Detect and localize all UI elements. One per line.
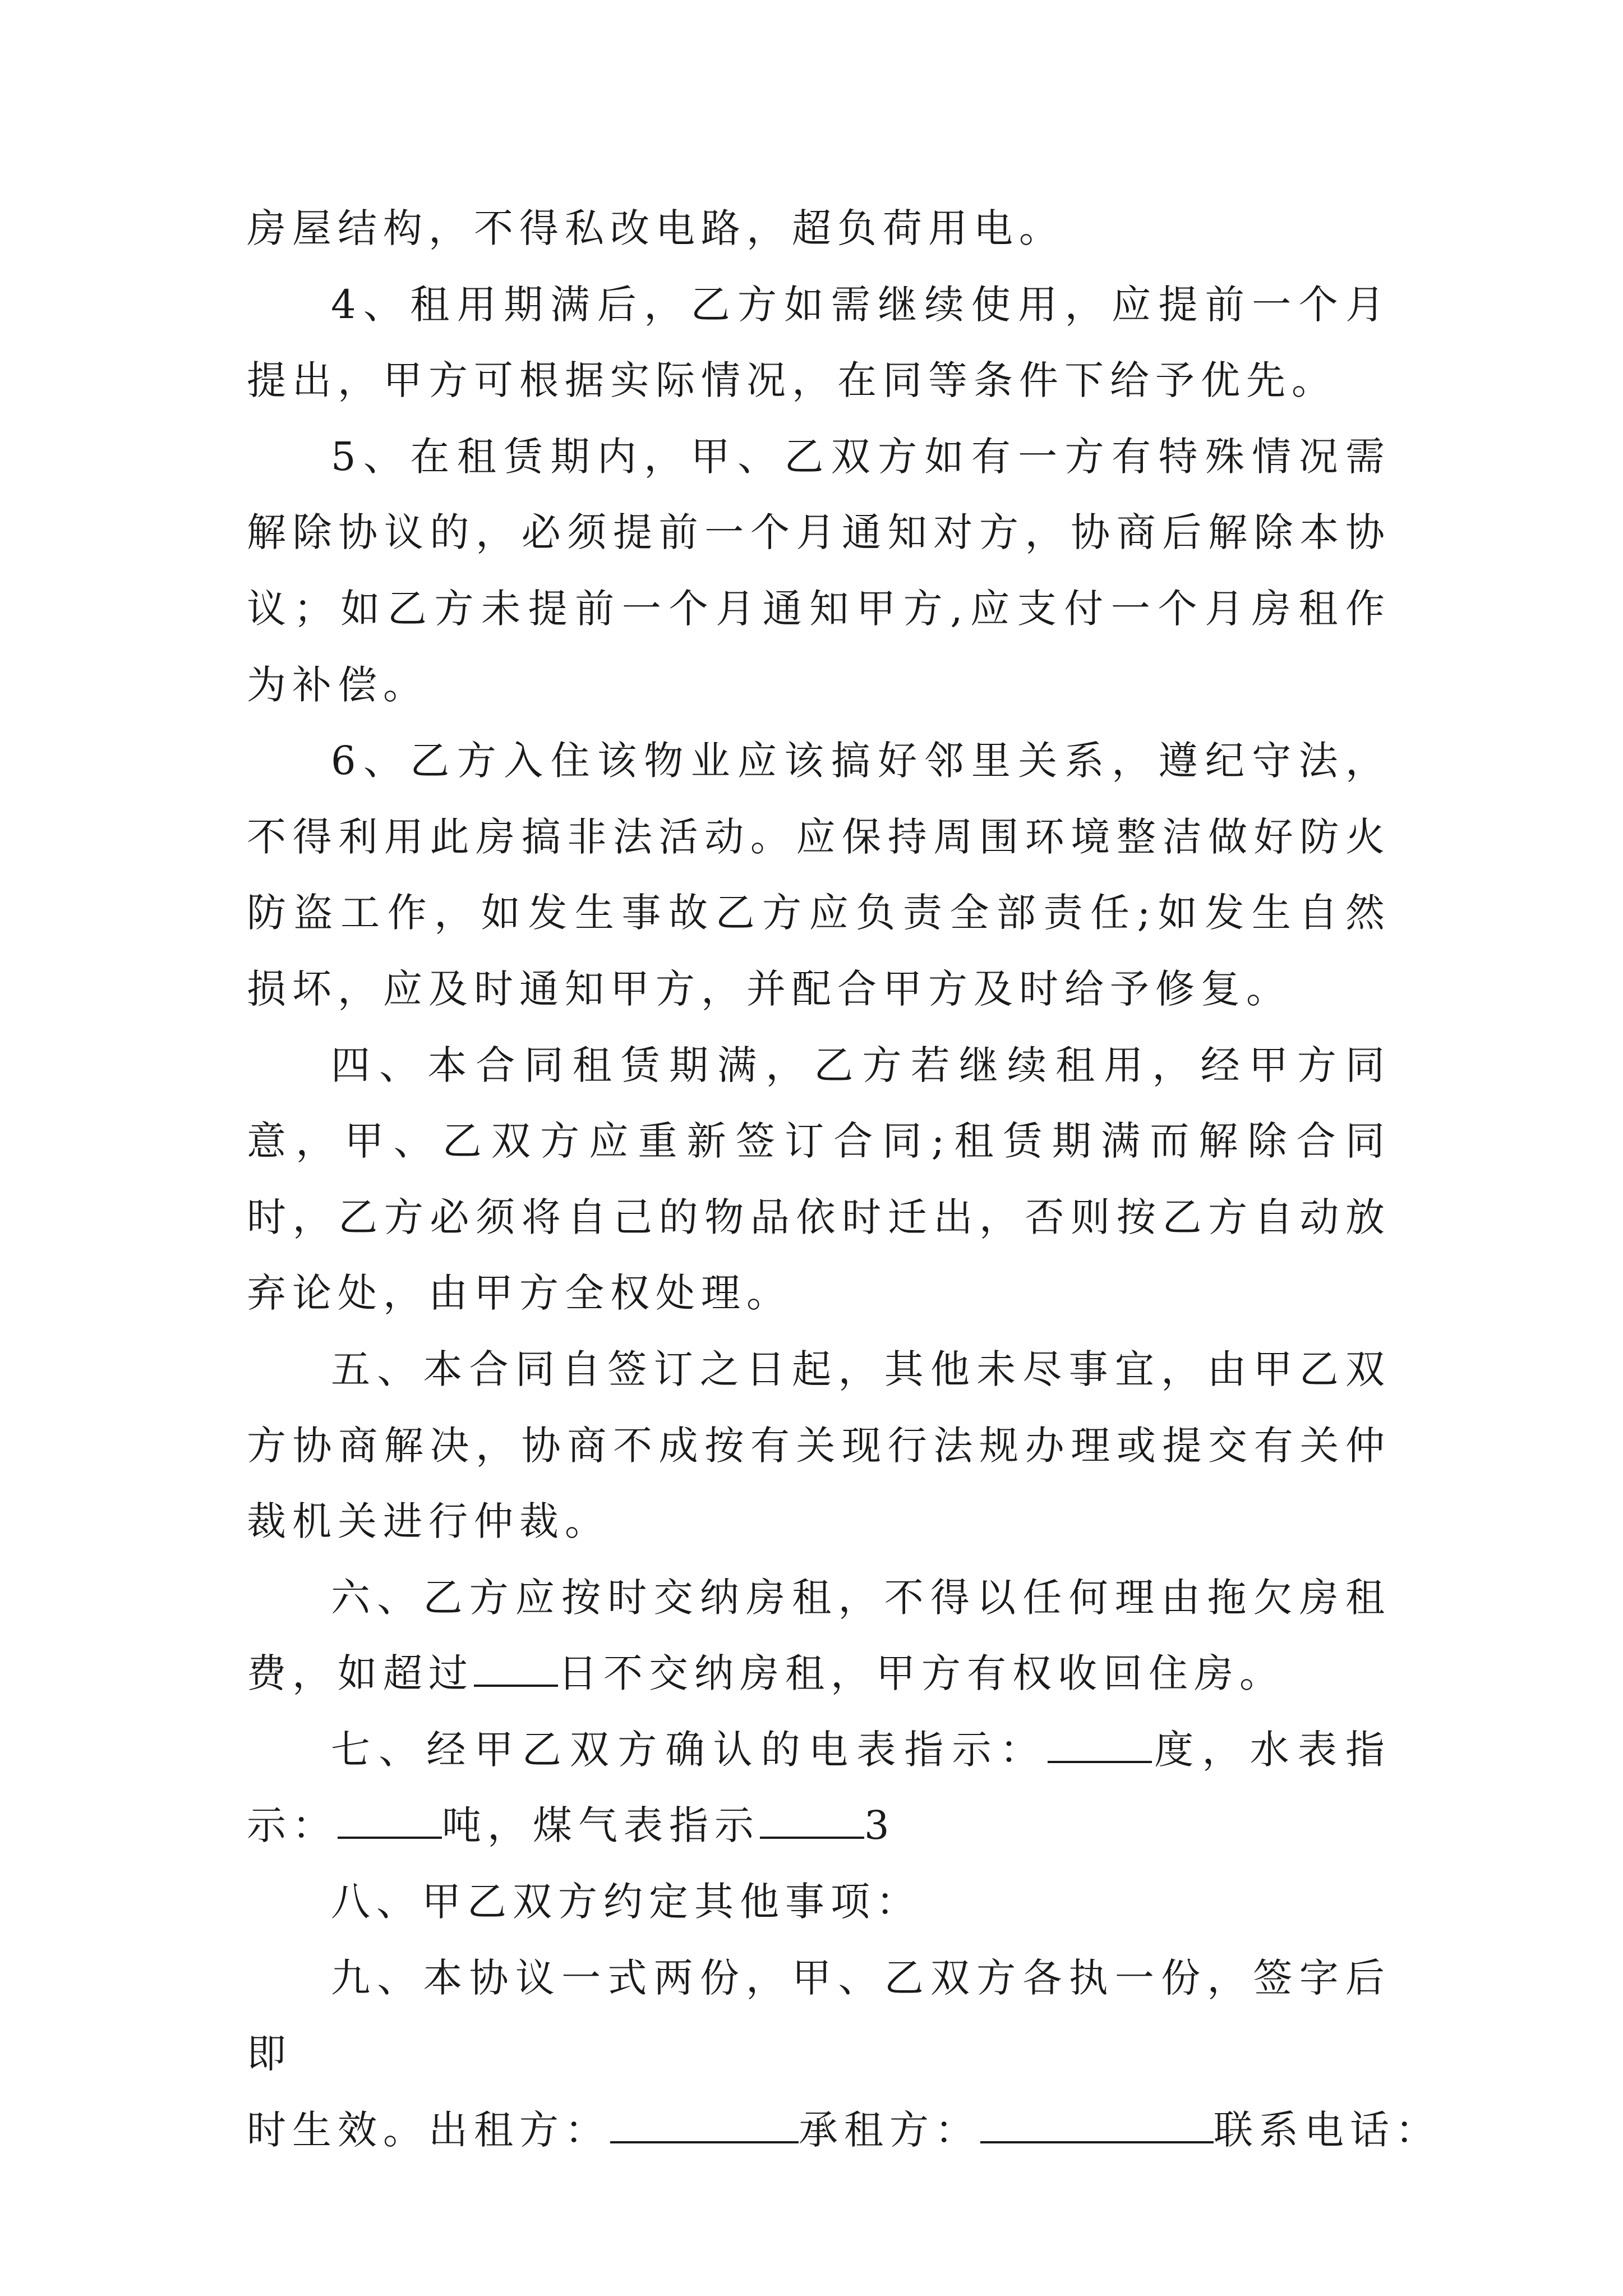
lessor-blank[interactable] [610, 2110, 799, 2143]
lessee-label: 承租方： [799, 2106, 980, 2153]
paragraph-section-7 [247, 1712, 1391, 1864]
water-reading-blank[interactable] [338, 1805, 442, 1839]
paragraph-clause-6-conduct: 6、乙方入住该物业应该搞好邻里关系，遵纪守法，不得利用此房搞非法活动。应保持周围环境整洁做好防火防盗工作，如发生事故乙方应负责全部责任;如发生自然损坏，应及时通知甲方，并配合甲方及时给予修复。 [247, 738, 1391, 1012]
meter-electric-label: 七、经甲乙双方确认的电表指示： [331, 1726, 1048, 1773]
days-blank[interactable] [474, 1653, 558, 1687]
contract-body [247, 191, 1441, 2168]
phone-label: 联系电话： [1214, 2106, 1441, 2153]
effective-text: 时生效。 [247, 2106, 428, 2153]
paragraph-house-structure: 房屋结构，不得私改电路，超负荷用电。 [247, 205, 1064, 251]
section-6-prefix: 如超过 [338, 1650, 474, 1697]
gas-reading-blank[interactable] [760, 1805, 864, 1839]
paragraph-clause-4: 4、租用期满后，乙方如需继续使用，应提前一个月提出，甲方可根据实际情况，在同等条件下给予优先。 [247, 281, 1391, 404]
meter-water-label: 度，水表指示： [247, 1726, 1391, 1849]
paragraph-section-6 [247, 1560, 1391, 1712]
section-6-line1: 六、乙方应按时交纳房租，不得以任何理由拖欠房租费， [247, 1574, 1391, 1697]
page-number: 3 [864, 1802, 896, 1849]
electric-reading-blank[interactable] [1048, 1729, 1152, 1763]
lessee-blank[interactable] [980, 2110, 1214, 2143]
paragraph-section-8: 八、甲乙双方约定其他事项： [331, 1879, 921, 1925]
paragraph-clause-5: 5、在租赁期内，甲、乙双方如有一方有特殊情况需解除协议的，必须提前一个月通知对方，协商后解除本协议；如乙方未提前一个月通知甲方,应支付一个月房租作为补偿。 [247, 433, 1391, 708]
section-6-suffix: 日不交纳房租，甲方有权收回住房。 [558, 1650, 1285, 1697]
meter-gas-label: 吨，煤气表指示 [442, 1802, 760, 1849]
lessor-label: 出租方： [428, 2106, 610, 2153]
paragraph-section-9: 九、本协议一式两份，甲、乙双方各执一份，签字后即 [247, 1954, 1391, 2077]
paragraph-section-5: 五、本合同自签订之日起，其他未尽事宜，由甲乙双方协商解决，协商不成按有关现行法规办理或提交有关仲裁机关进行仲裁。 [247, 1346, 1391, 1545]
paragraph-section-4: 四、本合同租赁期满，乙方若继续租用，经甲方同意，甲、乙双方应重新签订合同;租赁期满而解除合同时，乙方必须将自己的物品依时迁出，否则按乙方自动放弃论处，由甲方全权处理。 [247, 1042, 1391, 1317]
signature-line [247, 2092, 1441, 2169]
